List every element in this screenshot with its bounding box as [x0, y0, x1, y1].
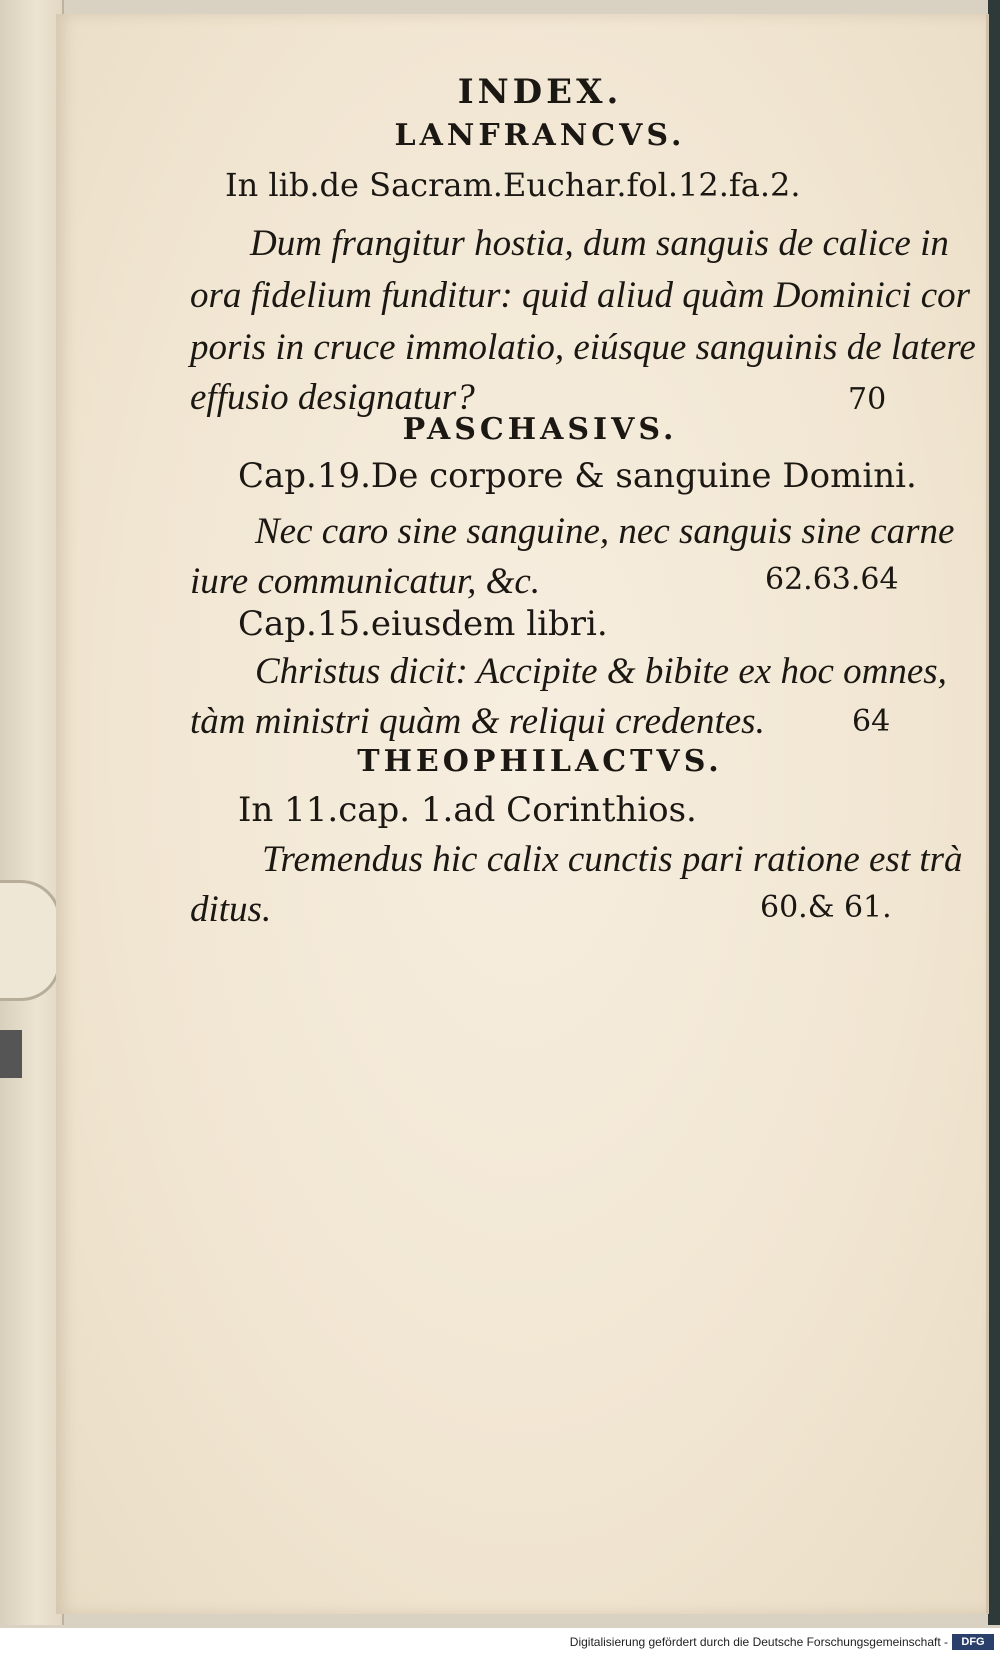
text-line: poris in cruce immolatio, eiúsque sanguinis de latere — [190, 327, 976, 368]
book-clasp — [0, 880, 61, 1001]
text-line: Dum frangitur hostia, dum sanguis de calice in — [250, 223, 949, 264]
page-header: INDEX. — [457, 72, 623, 112]
page-reference: 62.63.64 — [765, 562, 899, 597]
author-heading: LANFRANCVS. — [394, 118, 686, 153]
text-line: tàm ministri quàm & reliqui credentes. — [190, 701, 765, 742]
page-reference: 60.& 61. — [760, 890, 892, 925]
reference-line: In lib.de Sacram.Euchar.fol.12.fa.2. — [225, 166, 801, 204]
dfg-logo: DFG — [952, 1634, 994, 1650]
page-reference: 70 — [848, 382, 887, 417]
scanner-edge — [988, 0, 1000, 1625]
reference-line: Cap.15.eiusdem libri. — [238, 604, 608, 644]
reference-line: In 11.cap. 1.ad Corinthios. — [238, 790, 697, 830]
text-line: iure communicatur, &c. — [190, 561, 541, 602]
text-line: effusio designatur? — [190, 377, 475, 418]
funding-notice: Digitalisierung gefördert durch die Deutsche Forschungsgemeinschaft - — [569, 1635, 948, 1649]
text-line: Nec caro sine sanguine, nec sanguis sine carne — [255, 511, 955, 552]
text-line: ditus. — [190, 889, 272, 930]
spine-marker — [0, 1030, 22, 1078]
author-heading: PASCHASIVS. — [402, 412, 678, 447]
text-line: Christus dicit: Accipite & bibite ex hoc omnes, — [255, 651, 947, 692]
digitization-footer — [0, 1628, 1000, 1654]
text-line: Tremendus hic calix cunctis pari ratione est trà — [262, 839, 963, 880]
author-heading: THEOPHILACTVS. — [357, 744, 723, 779]
text-line: ora fidelium funditur: quid aliud quàm Dominici cor — [190, 275, 971, 316]
reference-line: Cap.19.De corpore & sanguine Domini. — [238, 456, 917, 496]
page-left-edge — [0, 0, 64, 1625]
page-reference: 64 — [852, 704, 891, 739]
